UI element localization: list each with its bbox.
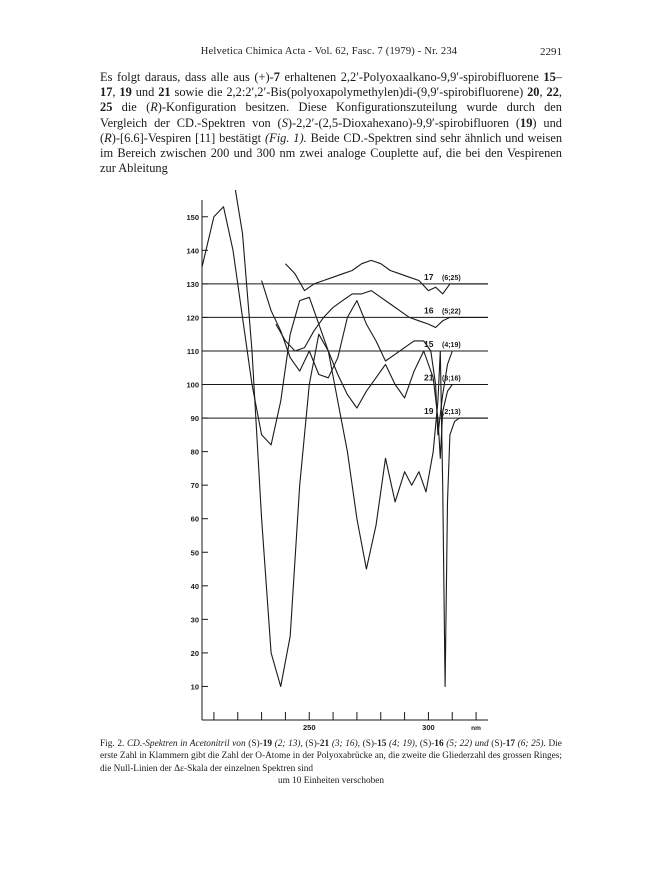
- caption-annotation: (4; 19),: [386, 739, 418, 749]
- compound-ref: 22: [546, 85, 559, 100]
- x-tick-label: 300: [422, 723, 435, 732]
- series-label-compound: 16: [424, 305, 434, 316]
- configuration-label: R: [104, 130, 112, 145]
- y-tick-label: 30: [190, 615, 199, 625]
- caption-compound: 16: [434, 739, 444, 749]
- cd-spectra-chart: [170, 190, 500, 740]
- figure-caption: [100, 738, 562, 788]
- series-label-compound: 17: [424, 271, 434, 282]
- caption-run: (S)-: [302, 739, 320, 749]
- y-tick-label: 60: [190, 514, 199, 524]
- running-header: [96, 46, 562, 62]
- x-unit-label: nm: [471, 725, 481, 732]
- text-run: ,: [539, 85, 547, 100]
- caption-annotation: (2; 13),: [271, 739, 303, 749]
- text-run: ,: [558, 85, 563, 100]
- compound-ref: 19: [119, 85, 132, 100]
- text-run: –: [555, 70, 562, 84]
- compound-ref: 19: [520, 115, 533, 130]
- text-run: )-Konfiguration besitzen. Diese Konfigurationszuteilung wurde durch den Vergleich der CD.-Spektren von (: [100, 100, 563, 130]
- compound-ref: 25: [100, 100, 113, 115]
- series-label-detail: (3;16): [442, 375, 461, 383]
- y-tick-label: 100: [186, 380, 199, 390]
- journal-line: Helvetica Chimica Acta - Vol. 62, Fasc. 7 (1979) - Nr. 234: [200, 46, 458, 57]
- caption-compound: 15: [377, 739, 387, 749]
- y-tick-label: 20: [190, 648, 199, 658]
- y-tick-label: 40: [190, 581, 199, 591]
- caption-compound: 17: [505, 739, 516, 749]
- caption-fig-number: Fig. 2.: [100, 739, 127, 749]
- cd-curve-21: [202, 207, 488, 459]
- y-tick-label: 70: [190, 481, 199, 491]
- caption-run: (S)-: [245, 739, 263, 749]
- text-run: ) und (: [100, 115, 562, 145]
- caption-annotation: (6; 25).: [515, 739, 546, 749]
- caption-run: (S)-: [488, 739, 506, 749]
- figure-reference: (Fig. 1).: [265, 130, 307, 145]
- caption-compound: 21: [319, 739, 330, 749]
- y-tick-label: 10: [190, 682, 199, 692]
- y-tick-label: 90: [190, 414, 199, 424]
- text-run: )-[6.6]-Vespiren [11] bestätigt: [111, 130, 265, 145]
- series-label-detail: (6;25): [442, 274, 461, 282]
- compound-ref: 7: [273, 70, 280, 84]
- text-run: Es folgt daraus, dass alle aus (+)-: [100, 70, 274, 84]
- caption-run: (S)-: [360, 739, 378, 749]
- text-run: Beide CD.-Spektren sind sehr ähnlich und weisen im Bereich zwischen 200 und 300 nm zwei analoge Couplette auf, die bei den Vespirenen zur Ableitung: [100, 130, 563, 176]
- page-number: 2291: [540, 46, 562, 58]
- y-tick-label: 50: [190, 548, 199, 558]
- y-tick-label: 80: [190, 447, 199, 457]
- series-label-detail: (4;19): [442, 341, 461, 349]
- caption-run: (S)-: [417, 739, 435, 749]
- caption-compound: 19: [262, 739, 272, 749]
- series-label-compound: 21: [424, 372, 434, 383]
- text-run: ,: [112, 85, 120, 100]
- compound-ref: 21: [158, 85, 171, 100]
- y-tick-label: 130: [186, 279, 199, 289]
- caption-annotation: (5; 22): [443, 739, 473, 749]
- caption-conjunction: und: [472, 739, 489, 749]
- compound-ref: 20: [527, 85, 540, 100]
- caption-text: Die erste Zahl in Klammern gibt die Zahl der O-Atome in der Polyoxabrücke an, die zweite die Gliederzahl des grossen Ringes; die Null-Linien der Δε-Skala der einzelnen Spektren sind: [100, 739, 562, 774]
- cd-spectra-figure: [170, 190, 500, 740]
- y-tick-label: 120: [186, 313, 199, 323]
- series-label-compound: 19: [424, 406, 434, 417]
- configuration-label: S: [281, 115, 288, 130]
- cd-curve-19: [235, 190, 488, 687]
- text-run: )-2,2′-(2,5-Dioxahexano)-9,9′-spirobifluoren (: [287, 115, 521, 130]
- y-tick-label: 140: [186, 246, 199, 256]
- caption-last-line: um 10 Einheiten verschoben: [277, 776, 385, 787]
- caption-annotation: (3; 16),: [329, 739, 360, 749]
- configuration-label: R: [150, 100, 158, 115]
- text-run: sowie die 2,2:2′,2′-Bis(polyoxapolymethylen)di-(9,9′-spirobifluorene): [170, 85, 528, 100]
- compound-ref: 17: [100, 85, 113, 100]
- text-run: erhaltenen 2,2′-Polyoxaalkano-9,9′-spirobifluorene: [279, 70, 544, 84]
- caption-title: CD.-Spektren in Acetonitril von: [126, 739, 246, 749]
- body-paragraph: [100, 70, 562, 176]
- series-label-compound: 15: [424, 338, 434, 349]
- y-tick-label: 110: [186, 346, 199, 356]
- series-label-detail: (2;13): [442, 409, 461, 417]
- compound-ref: 15: [543, 70, 556, 84]
- y-tick-label: 150: [186, 212, 199, 222]
- x-tick-label: 250: [302, 723, 316, 732]
- text-run: die (: [112, 100, 151, 115]
- series-label-detail: (5;22): [442, 308, 461, 316]
- text-run: und: [131, 85, 159, 100]
